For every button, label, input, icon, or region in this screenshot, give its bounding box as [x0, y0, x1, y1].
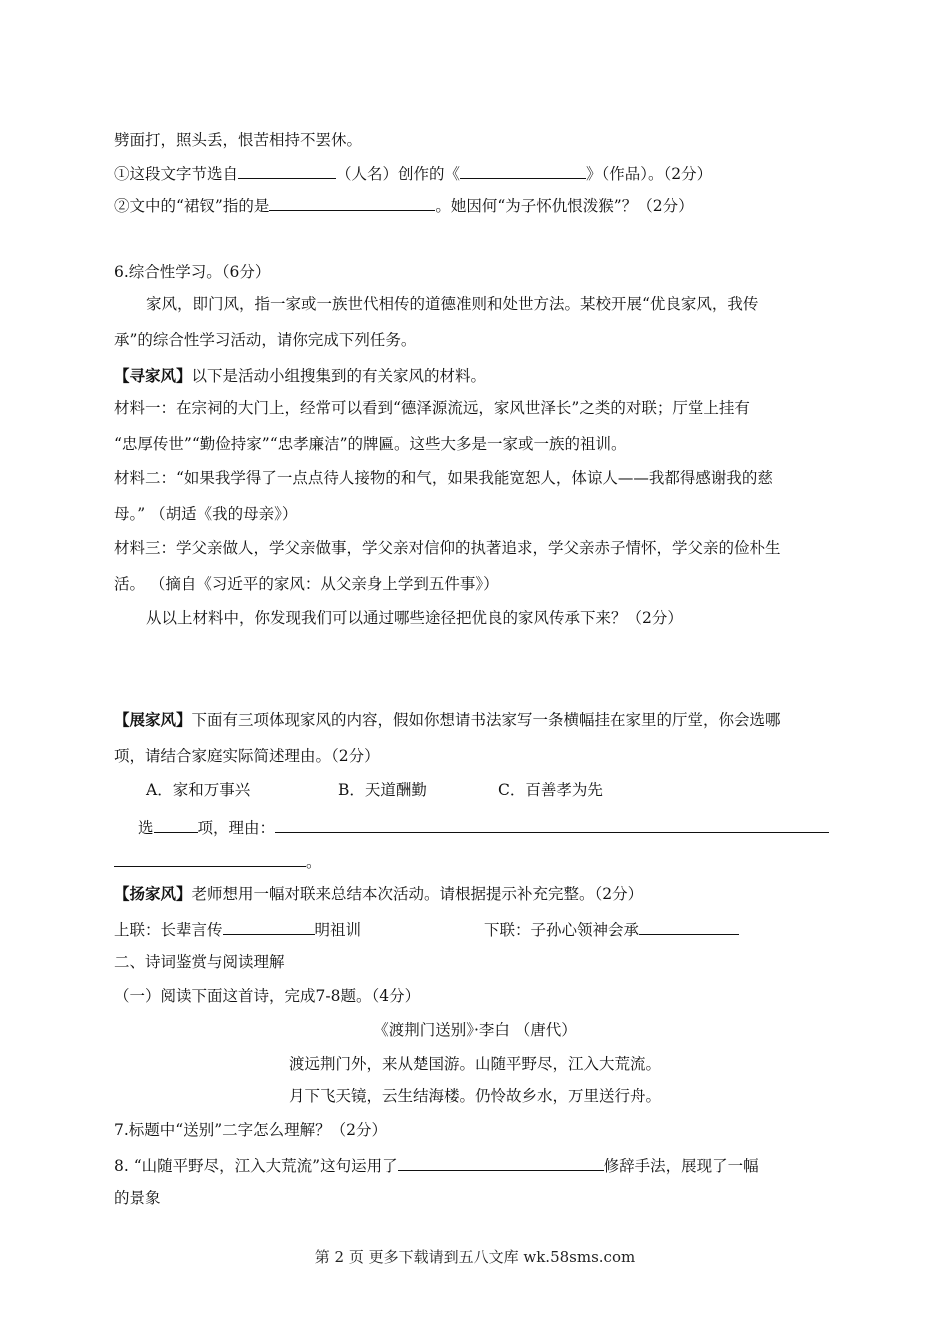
- rhetoric-blank[interactable]: [398, 1154, 604, 1171]
- material-1-line-1: 材料一：在宗祠的大门上，经常可以看到“德泽源流远，家风世泽长”之类的对联；厅堂上挂有: [114, 399, 750, 417]
- q5-sub2-prefix: ②文中的“裙钗”指的是: [114, 197, 270, 215]
- section-2-part-1: （一）阅读下面这首诗，完成7-8题。（4分）: [114, 987, 421, 1005]
- find-family-tag: 【寻家风】: [114, 366, 192, 385]
- q5-sub1-suffix: 》（作品）。（2分）: [586, 165, 713, 183]
- find-family-text: 以下是活动小组搜集到的有关家风的材料。: [191, 367, 487, 385]
- reason-end-mark: 。: [306, 853, 322, 871]
- spread-family-tag: 【扬家风】: [114, 884, 192, 903]
- q5-text-line: 劈面打，照头丢，恨苦相持不罢休。: [114, 131, 363, 149]
- qunchai-blank[interactable]: [269, 194, 435, 211]
- poem-line-1: 渡远荆门外，来从楚国游。山随平野尽，江入大荒流。: [288, 1055, 661, 1073]
- couplet-lower-prefix: 下联：子孙心领神会承: [484, 921, 640, 939]
- couplet-upper-suffix: 明祖训: [314, 921, 362, 939]
- q5-sub2: [114, 194, 694, 216]
- couplet-lower: [484, 918, 739, 940]
- choose-line: [138, 816, 829, 838]
- find-family-question: 从以上材料中，你发现我们可以通过哪些途径把优良的家风传承下来？（2分）: [146, 609, 683, 627]
- q5-sub1-mid: （人名）创作的《: [336, 165, 461, 183]
- show-family-heading: [114, 710, 781, 730]
- question-8-continuation: 的景象: [114, 1189, 161, 1207]
- choose-reason-label: 项，理由：: [197, 819, 276, 837]
- choose-prefix: 选: [138, 819, 154, 837]
- couplet-upper: [114, 918, 361, 940]
- choice-blank[interactable]: [154, 816, 198, 833]
- q5-sub1-prefix: ①这段文字节选自: [114, 165, 239, 183]
- find-family-heading: [114, 366, 486, 386]
- page-footer: 第 2 页 更多下载请到五八文库 wk.58sms.com: [314, 1248, 636, 1266]
- show-family-tag: 【展家风】: [114, 710, 192, 729]
- material-3-line-2: 活。 （摘自《习近平的家风：从父亲身上学到五件事》）: [114, 575, 499, 593]
- show-family-text-2: 项，请结合家庭实际简述理由。（2分）: [114, 747, 380, 765]
- question-8: [114, 1154, 759, 1176]
- couplet-upper-blank[interactable]: [223, 918, 315, 935]
- poem-title: 《渡荆门送别》·李白 （唐代）: [373, 1021, 577, 1039]
- q6-title: 6.综合性学习。（6分）: [114, 263, 271, 281]
- option-a: A．家和万事兴: [146, 781, 251, 799]
- couplet-upper-prefix: 上联：长辈言传: [114, 921, 223, 939]
- q5-sub1: [114, 162, 712, 184]
- question-7: 7.标题中“送别”二字怎么理解？（2分）: [114, 1121, 387, 1139]
- section-2-title: 二、诗词鉴赏与阅读理解: [114, 953, 285, 971]
- q8-prefix: 8. “山随平野尽，江入大荒流”这句运用了: [114, 1157, 398, 1175]
- poem-line-2: 月下飞天镜，云生结海楼。仍怜故乡水，万里送行舟。: [288, 1087, 661, 1105]
- material-2-line-1: 材料二：“如果我学得了一点点待人接物的和气，如果我能宽恕人，体谅人——我都得感谢我的慈: [114, 469, 773, 487]
- q5-sub2-suffix: 。她因何“为子怀仇恨泼猴”？（2分）: [435, 197, 694, 215]
- material-2-line-2: 母。” （胡适《我的母亲》）: [114, 505, 298, 523]
- couplet-lower-blank[interactable]: [639, 918, 739, 935]
- show-family-text: 下面有三项体现家风的内容，假如你想请书法家写一条横幅挂在家里的厅堂，你会选哪: [191, 711, 781, 729]
- reason-continuation: [114, 850, 322, 872]
- author-blank[interactable]: [238, 162, 336, 179]
- option-c: C．百善孝为先: [498, 781, 603, 799]
- material-3-line-1: 材料三：学父亲做人，学父亲做事，学父亲对信仰的执著追求，学父亲赤子情怀，学父亲的俭朴生: [114, 539, 781, 557]
- spread-family-text: 老师想用一幅对联来总结本次活动。请根据提示补充完整。（2分）: [191, 885, 644, 903]
- q8-suffix: 修辞手法，展现了一幅: [603, 1157, 759, 1175]
- spread-family-heading: [114, 884, 643, 904]
- reason-blank-2[interactable]: [114, 850, 306, 867]
- q6-intro-line-1: 家风，即门风，指一家或一族世代相传的道德准则和处世方法。某校开展“优良家风，我传: [146, 295, 759, 313]
- material-1-line-2: “忠厚传世”“勤俭持家”“忠孝廉洁”的牌匾。这些大多是一家或一族的祖训。: [114, 435, 627, 453]
- q6-intro-line-2: 承”的综合性学习活动，请你完成下列任务。: [114, 331, 417, 349]
- reason-blank[interactable]: [275, 816, 829, 833]
- work-blank[interactable]: [460, 162, 586, 179]
- option-b: B．天道酬勤: [338, 781, 427, 799]
